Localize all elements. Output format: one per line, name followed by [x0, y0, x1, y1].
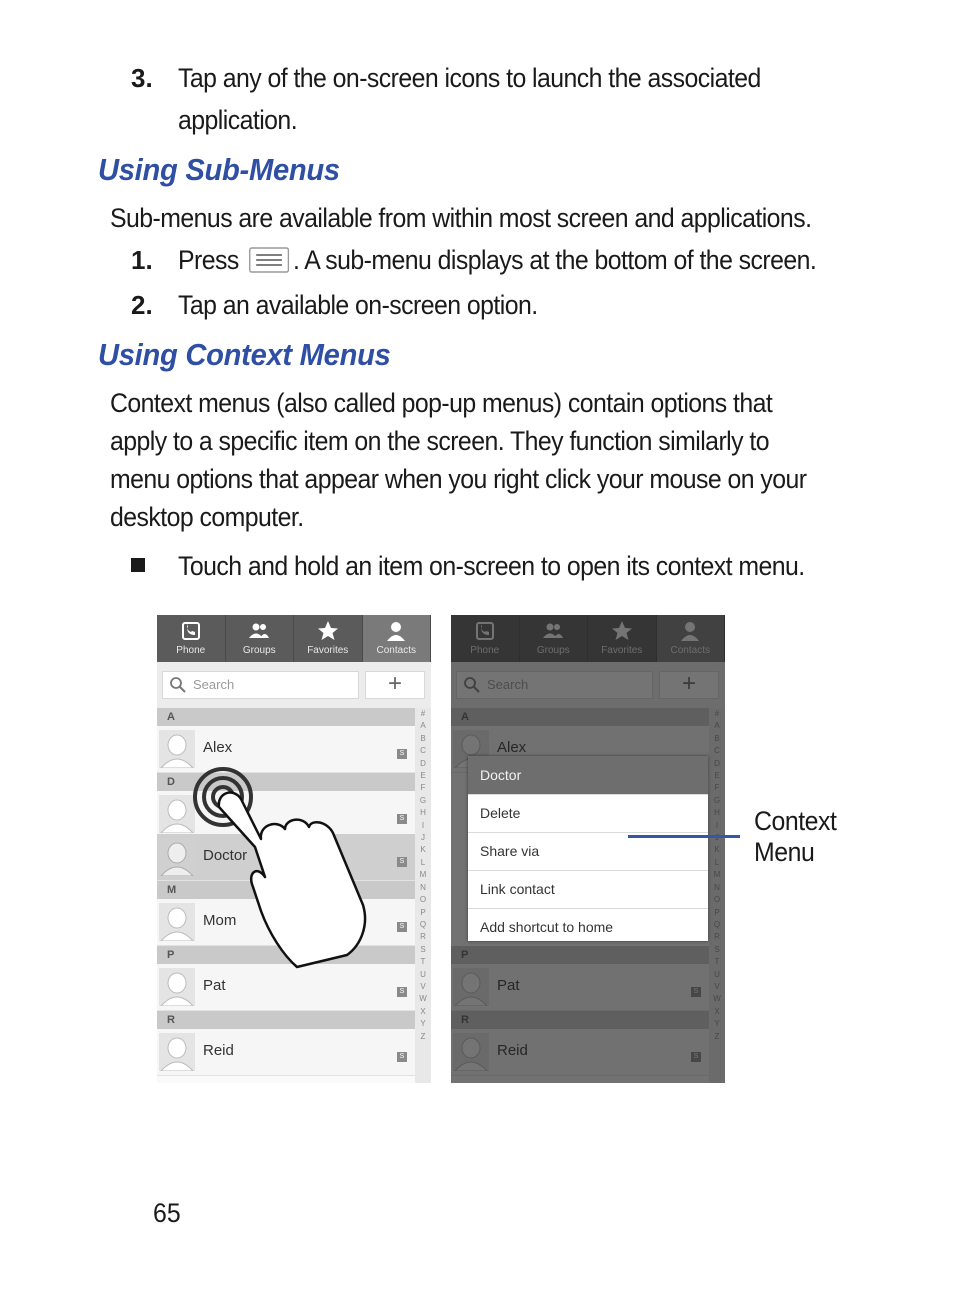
- paragraph-line: menu options that appear when you right click your mouse on your: [110, 464, 807, 494]
- step-number: 1.: [131, 245, 153, 275]
- step-number: 2.: [131, 290, 153, 320]
- alphabet-index-letter[interactable]: D: [420, 758, 426, 768]
- contacts-screenshot-right: [451, 615, 725, 1083]
- step-text: application.: [178, 105, 298, 135]
- alphabet-index-letter[interactable]: H: [420, 808, 426, 818]
- alphabet-index-letter[interactable]: F: [420, 783, 426, 793]
- step-text: Tap an available on-screen option.: [178, 290, 538, 320]
- search-placeholder: Search: [193, 677, 235, 692]
- add-contact-button[interactable]: +: [365, 671, 425, 699]
- step-text: Tap any of the on-screen icons to launch the associated: [178, 63, 761, 93]
- sim-icon: S: [397, 1052, 407, 1062]
- callout-label: [754, 806, 836, 868]
- contact-name: Alex: [203, 739, 233, 756]
- touch-hand-icon: [157, 615, 431, 1083]
- alphabet-index-letter[interactable]: Z: [420, 1031, 426, 1041]
- section-header: A: [157, 708, 415, 726]
- tab-label: Groups: [242, 645, 276, 656]
- sim-icon: S: [397, 922, 407, 932]
- context-menu-title: Doctor: [468, 756, 708, 794]
- tab-label: Phone: [176, 645, 206, 656]
- tab-label: Favorites: [307, 645, 349, 656]
- alphabet-index-letter[interactable]: Q: [419, 919, 427, 929]
- step-text-pre: Press: [178, 245, 239, 275]
- alphabet-index-letter[interactable]: A: [420, 721, 426, 731]
- alphabet-index-letter[interactable]: E: [420, 771, 426, 781]
- alphabet-index-letter[interactable]: T: [420, 957, 426, 967]
- alphabet-index-letter[interactable]: I: [421, 820, 425, 830]
- contact-name: Pat: [203, 977, 226, 994]
- sim-icon: S: [397, 857, 407, 867]
- paragraph-line: Context menus (also called pop-up menus) contain options that: [110, 388, 773, 418]
- contact-name: Mom: [203, 912, 237, 929]
- context-menu: [468, 756, 708, 941]
- bullet-text: Touch and hold an item on-screen to open its context menu.: [178, 551, 805, 581]
- alphabet-index-letter[interactable]: G: [419, 795, 427, 805]
- alphabet-index-letter[interactable]: V: [420, 981, 426, 991]
- alphabet-index-letter[interactable]: Y: [420, 1019, 426, 1029]
- alphabet-index-letter[interactable]: O: [419, 895, 427, 905]
- alphabet-index-letter[interactable]: L: [420, 857, 426, 867]
- sim-icon: S: [397, 749, 407, 759]
- sim-icon: S: [397, 814, 407, 824]
- section-header: M: [157, 881, 415, 899]
- alphabet-index-letter[interactable]: B: [420, 733, 426, 743]
- step-text: [178, 241, 816, 279]
- paragraph-line: desktop computer.: [110, 502, 304, 532]
- context-menu-item-delete[interactable]: Delete: [468, 794, 708, 832]
- contact-name: Reid: [203, 1042, 234, 1059]
- step-number: 3.: [131, 63, 153, 93]
- alphabet-index-letter[interactable]: W: [419, 994, 427, 1004]
- callout-line: [628, 835, 740, 838]
- alphabet-index-letter[interactable]: U: [420, 969, 426, 979]
- page-number: 65: [153, 1198, 181, 1228]
- alphabet-index-letter[interactable]: #: [420, 709, 426, 718]
- menu-key-icon: [249, 247, 289, 273]
- callout-line-2: Menu: [754, 837, 815, 867]
- alphabet-index-letter[interactable]: K: [420, 845, 426, 855]
- paragraph-line: apply to a specific item on the screen. They function similarly to: [110, 426, 769, 456]
- context-menu-item-add-shortcut[interactable]: Add shortcut to home: [468, 908, 708, 946]
- alphabet-index-letter[interactable]: N: [420, 882, 426, 892]
- context-menu-item-share[interactable]: Share via: [468, 832, 708, 870]
- alphabet-index-letter[interactable]: J: [421, 833, 425, 843]
- step-text-post: . A sub-menu displays at the bottom of the screen.: [292, 245, 817, 275]
- alphabet-index-letter[interactable]: C: [420, 746, 426, 756]
- context-menu-item-link-contact[interactable]: Link contact: [468, 870, 708, 908]
- section-header: P: [157, 946, 415, 964]
- paragraph: Sub-menus are available from within most screen and applications.: [110, 203, 812, 233]
- section-heading: Using Context Menus: [98, 337, 391, 372]
- alphabet-index-letter[interactable]: S: [420, 944, 426, 954]
- callout-line-1: Context: [754, 806, 837, 836]
- bullet-square-icon: [131, 558, 145, 572]
- alphabet-index-letter[interactable]: R: [420, 932, 426, 942]
- tab-label: Contacts: [376, 645, 416, 656]
- alphabet-index-letter[interactable]: X: [420, 1006, 426, 1016]
- alphabet-index-letter[interactable]: P: [420, 907, 426, 917]
- section-heading: Using Sub-Menus: [98, 152, 340, 187]
- sim-icon: S: [397, 987, 407, 997]
- section-header: R: [157, 1011, 415, 1029]
- section-header: D: [157, 773, 415, 791]
- contacts-screenshot-left: [157, 615, 431, 1083]
- contact-name: Doctor: [203, 847, 248, 864]
- alphabet-index-letter[interactable]: M: [419, 870, 427, 880]
